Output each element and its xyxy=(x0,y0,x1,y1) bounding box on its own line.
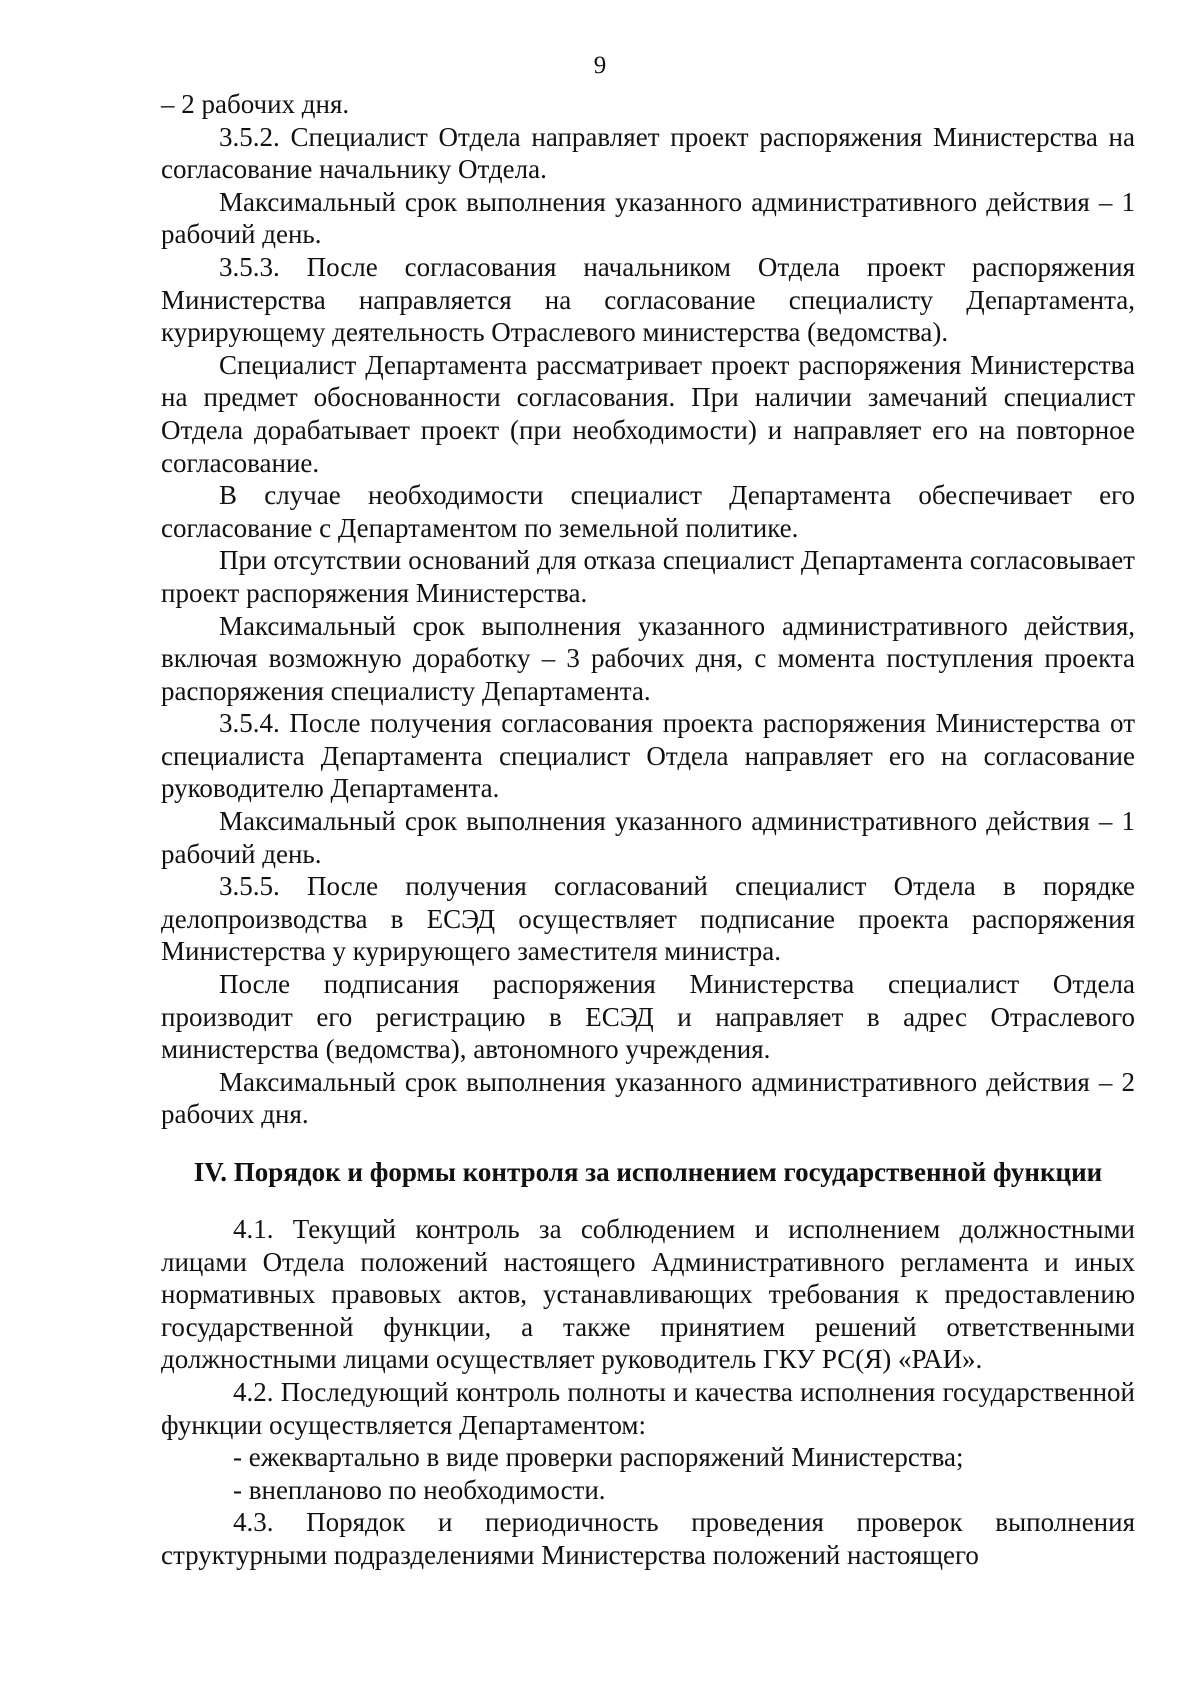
section-heading: IV. Порядок и формы контроля за исполнением государственной функции xyxy=(193,1157,1103,1187)
paragraph: В случае необходимости специалист Департамента обеспечивает его согласование с Департаментом по земельной политике. xyxy=(161,480,1135,543)
paragraph: При отсутствии оснований для отказа специалист Департамента согласовывает проект распоряжения Министерства. xyxy=(161,545,1135,608)
paragraph: 3.5.5. После получения согласований специалист Отдела в порядке делопроизводства в ЕСЭД осуществляет подписание проекта распоряжения Министерства у курирующего заместителя министра. xyxy=(161,871,1135,967)
page-number: 9 xyxy=(593,52,607,79)
paragraph: Максимальный срок выполнения указанного административного действия – 1 рабочий день. xyxy=(161,806,1135,869)
list-item: - ежеквартально в виде проверки распоряжений Министерства; xyxy=(233,1442,964,1473)
paragraph: 3.5.3. После согласования начальником Отдела проект распоряжения Министерства направляется на согласование специалисту Департамента, курирующему деятельность Отраслевого министерства (ведомства). xyxy=(161,251,1135,348)
paragraph: 4.3. Порядок и периодичность проведения проверок выполнения структурными подразделениями Министерства положений настоящего xyxy=(161,1507,1135,1570)
paragraph: Максимальный срок выполнения указанного административного действия, включая возможную доработку – 3 рабочих дня, с момента поступления проекта распоряжения специалисту Департамента. xyxy=(161,610,1135,706)
paragraph: 3.5.2. Специалист Отдела направляет проект распоряжения Министерства на согласование начальнику Отдела. xyxy=(161,121,1135,185)
paragraph: 4.1. Текущий контроль за соблюдением и исполнением должностными лицами Отдела положений настоящего Административного регламента и иных нормативных правовых актов, устанавливающих требования к предоставлению государственной функции, а также принятием решений ответственными должностными лицами осуществляет руководитель ГКУ РС(Я) «РАИ». xyxy=(161,1214,1135,1375)
paragraph: Максимальный срок выполнения указанного административного действия – 1 рабочий день. xyxy=(161,186,1135,250)
paragraph: – 2 рабочих дня. xyxy=(161,89,350,119)
document-body xyxy=(161,88,1135,1572)
list-item: - внепланово по необходимости. xyxy=(233,1474,606,1505)
paragraph: 4.2. Последующий контроль полноты и качества исполнения государственной функции осуществляется Департаментом: xyxy=(161,1376,1135,1440)
paragraph: Максимальный срок выполнения указанного административного действия – 2 рабочих дня. xyxy=(161,1066,1135,1130)
paragraph: После подписания распоряжения Министерства специалист Отдела производит его регистрацию в ЕСЭД и направляет в адрес Отраслевого министерства (ведомства), автономного учреждения. xyxy=(161,969,1135,1065)
paragraph: 3.5.4. После получения согласования проекта распоряжения Министерства от специалиста Департамента специалист Отдела направляет его на согласование руководителю Департамента. xyxy=(161,708,1135,804)
paragraph: Специалист Департамента рассматривает проект распоряжения Министерства на предмет обоснованности согласования. При наличии замечаний специалист Отдела дорабатывает проект (при необходимости) и направляет его на повторное согласование. xyxy=(161,349,1135,478)
